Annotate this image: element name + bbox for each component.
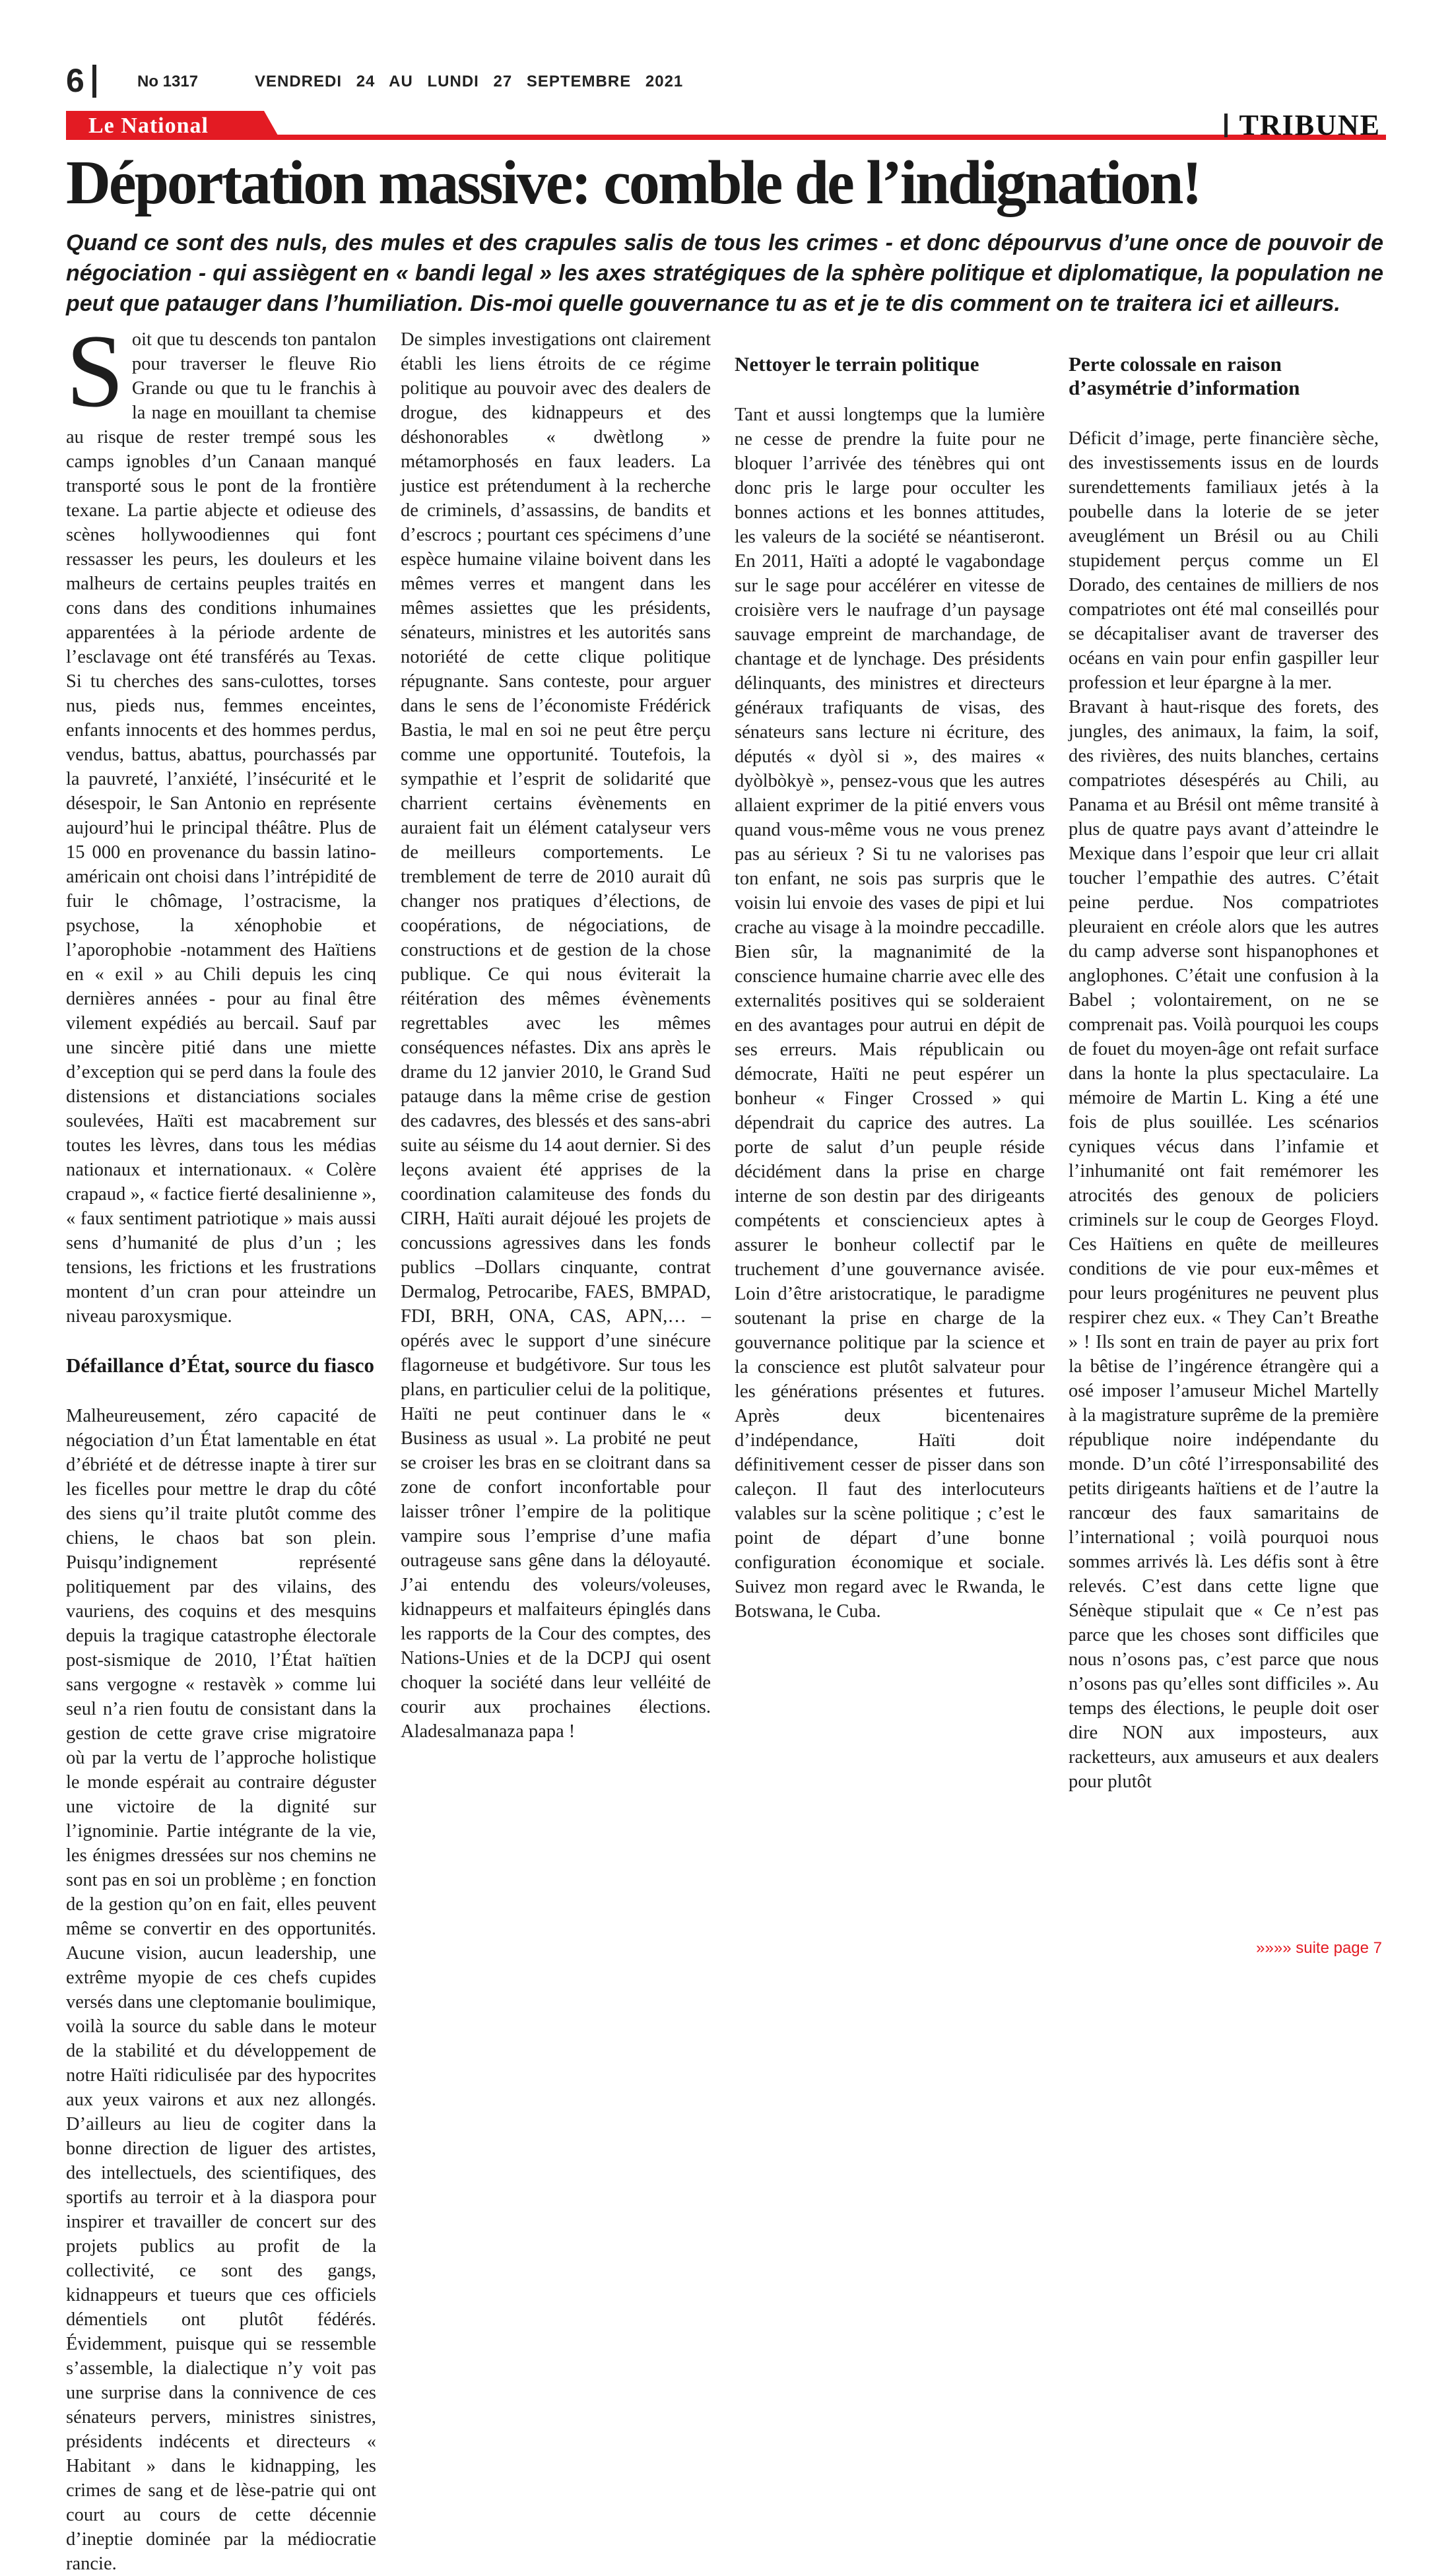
- issue-date: VENDREDI 24 AU LUNDI 27 SEPTEMBRE 2021: [255, 73, 684, 90]
- subheading: Perte colossale en raison d’asymétrie d’information: [1069, 352, 1300, 399]
- article-paragraph: [66, 314, 376, 1329]
- article-paragraph: Tant et aussi longtemps que la lumière ne cesse de prendre la fuite pour ne bloquer l’arrivée des ténèbres qui ont donc pris le large pour occulter les bonnes actions et les bonnes attitudes, les valeurs de la société se néantiseront. En 2011, Haïti a adopté le vagabondage sur le sage pour accélérer en vitesse de croisière vers le naufrage d’un paysage sauvage empreint de marchandage, de chantage et de lynchage. Des présidents délinquants, des ministres et directeurs généraux trafiquants de visas, des sénateurs sans lecture ni écriture, des députés « dyòl si », des maires « dyòlbòkyè », pensez-vous que les autres allaient exprimer de la pitié envers vous quand vous-même vous ne vous prenez pas au sérieux ? Si tu ne valorises pas ton enfant, ne sois pas surpris que le voisin lui envoie des vases de pipi et lui crache au visage à la moindre peccadille. Bien sûr, la magnanimité de la conscience humaine charrie avec elle des externalités positives qui se solderaient en des avantages pour autrui en dépit de ses erreurs. Mais républicain ou démocrate, Haïti ne peut espérer un bonheur « Finger Crossed » qui dépendrait du caprice des autres. La porte de salut d’un peuple réside décidément dans la prise en charge interne de son destin par des dirigeants compétents et consciencieux aptes à assurer le bonheur collectif par le truchement d’une gouvernance avisée. Loin d’être aristocratique, le paradigme soutenant la prise en charge de la gouvernance politique par la science et la conscience est plutôt salvateur pour les générations présentes et futures. Après deux bicentenaires d’indépendance, Haïti doit définitivement cesser de pisser dans son caleçon. Il faut des interlocuteurs valables sur la scène politique ; c’est le point de départ d’une bonne configuration économique et sociale. Suivez mon regard avec le Rwanda, le Botswana, le Cuba.: [735, 405, 1045, 1622]
- page-header: [66, 61, 1386, 100]
- subheading: Défaillance d’État, source du fiasco: [66, 1354, 374, 1377]
- page-number: 6: [66, 62, 84, 99]
- article-paragraph: Bravant à haut-risque des forets, des jungles, des animaux, la faim, la soif, des rivières, des nuits blanches, certains compatriotes désespérés au Chili, au Panama et au Brésil ont même transité à plus de quatre pays avant d’atteindre le Mexique dans l’espoir que leur cri allait toucher l’empathie des autres. C’était peine perdue. Nos compatriotes pleuraient en créole alors que les autres du camp adverse sont hispanophones et anglophones. C’était une confusion à la Babel ; volontairement, on ne se comprenait pas. Voilà pourquoi les coups de fouet du moyen-âge ont refait surface dans la honte la plus spectaculaire. La mémoire de Martin L. King a été une fois de plus souillée. Les scénarios cyniques vécus dans l’infamie et l’inhumanité ont fait remémorer les atrocités des genoux de policiers criminels sur le coup de Georges Floyd. Ces Haïtiens en quête de meilleures conditions de vie pour eux-mêmes et pour leurs progénitures ne peuvent plus respirer chez eux. « They Can’t Breathe » ! Ils sont en train de payer au prix fort la bêtise de l’ingérence étrangère qui a osé imposer l’amuseur Michel Martelly à la magistrature suprême de la première république noire indépendante du monde. D’un côté l’irresponsabilité des petits dirigeants haïtiens et de l’autre la rancœur des faux samaritains de l’international ; voilà pourquoi nous sommes arrivés là. Les défis sont à être relevés. C’est dans cette ligne que Sénèque stipulait que « Ce n’est pas parce que les choses sont difficiles que nous n’osons pas, c’est parce que nous n’osons pas qu’elles sont difficiles ». Au temps des élections, le peuple doit oser dire NON aux imposteurs, aux racketteurs, aux amuseurs et aux dealers pour plutôt: [1069, 697, 1379, 1792]
- header-divider: [92, 65, 96, 98]
- article-lead: Quand ce sont des nuls, des mules et des crapules salis de tous les crimes - et donc dépourvus d’une once de pouvoir de négociation - qui assiègent en « bandi legal » les axes stratégiques de la sphère politique et diplomatique, la population ne peut que patauger dans l’humiliation. Dis-moi quelle gouvernance tu as et je te dis comment on te traitera ici et ailleurs.: [66, 230, 1383, 316]
- continued-link[interactable]: »»»» suite page 7: [1256, 1939, 1382, 1957]
- article-column-4: [1069, 327, 1379, 1794]
- subheading: Nettoyer le terrain politique: [735, 352, 979, 376]
- section-label: TRIBUNE: [1239, 109, 1381, 141]
- article-paragraph: Malheureusement, zéro capacité de négociation d’un État lamentable en état d’ébriété et de détresse inapte à tirer sur les ficelles pour mettre le drap du côté des siens qu’il traite plutôt comme des chiens, le chaos bat son plein. Puisqu’indignement représenté politiquement par des vilains, des vauriens, des coquins et des mesquins depuis la tragique catastrophe électorale post-sismique de 2010, l’État haïtien sans vergogne « restavèk » comme lui seul n’a rien foutu de consistant dans la gestion de cette grave crise migratoire où par la vertu de l’approche holistique le monde espérait au contraire déguster une victoire de la dignité sur l’ignominie. Partie intégrante de la vie, les énigmes dressées sur nos chemins ne sont pas en soi un problème ; en fonction de la gestion qu’on en fait, elles peuvent même se convertir en des opportunités. Aucune vision, aucun leadership, une extrême myopie de ces chefs cupides versés dans une cleptomanie boulimique, voilà la source du sable dans le moteur de la stabilité et du développement de notre Haïti ridiculisée par des hypocrites aux yeux vairons et aux nez allongés. D’ailleurs au lieu de cogiter dans la bonne direction de liguer des artistes, des intellectuels, des scientifiques, des sportifs au terroir et à la diaspora pour inspirer et travailler de concert sur des projets publics au profit de la collectivité, ce sont des gangs, kidnappeurs et tueurs que ces officiels démentiels ont plutôt fédérés. Évidemment, puisque qui se ressemble s’assemble, la dialectique n’y voit pas une surprise dans la connivence de ces sénateurs pervers, ministres sinistres, présidents indécents et directeurs « Habitant » dans le kidnapping, les crimes de sang et de lèse-patrie qui ont court au cours de cette décennie d’ineptie dominée par la médiocratie rancie.: [66, 1406, 376, 2574]
- article-paragraph: De simples investigations ont clairement établi les liens étroits de ce régime politique au pouvoir avec des dealers de drogue, des kidnappeurs et des déshonorables « dwètlong » métamorphosés en faux leaders. La justice est prétendument à la recherche de criminels, d’assassins, de bandits et d’escrocs ; pourtant ces spécimens d’une espèce humaine vilaine boivent dans les mêmes verres et mangent dans les mêmes assiettes que les présidents, sénateurs, ministres et les autorités sans notoriété de cette clique politique répugnante. Sans conteste, pour arguer dans le sens de l’économiste Frédérick Bastia, le mal en soi ne peut être perçu comme une opportunité. Toutefois, la sympathie et l’esprit de solidarité que charrient certains évènements en auraient fait un élément catalyseur vers de meilleurs comportements. Le tremblement de terre de 2010 aurait dû changer nos pratiques d’élections, de coopérations, de négociations, de constructions et de gestion de la chose publique. Ce qui nous éviterait la réitération des mêmes évènements regrettables avec les mêmes conséquences néfastes. Dix ans après le drame du 12 janvier 2010, le Grand Sud patauge dans la même crise de gestion des cadavres, des blessés et des sans-abri suite au séisme du 14 aout dernier. Si des leçons avaient été apprises de la coordination calamiteuse des fonds du CIRH, Haïti aurait déjoué les projets de concussions agressives dans les fonds publics –Dollars cinquante, contrat Dermalog, Petrocaribe, FAES, BMPAD, FDI, BRH, ONA, CAS, APN,… – opérés avec le support d’une sinécure flagorneuse et budgétivore. Sur tous les plans, en particulier celui de la politique, Haïti ne peut continuer dans le « Business as usual ». La probité ne peut se croiser les bras en se cloitrant dans sa zone de confort inconfortable pour laisser trôner l’empire de la politique vampire sous l’emprise d’une mafia outrageuse sans gêne dans la déloyauté. J’ai entendu des voleurs/voleuses, kidnappeurs et malfaiteurs épinglés dans les rapports de la Cour des comptes, des Nations-Unies et de la DCPJ qui osent choquer la société dans leur velléité de courir aux prochaines élections. Aladesalmanaza papa !: [401, 329, 711, 1742]
- drop-cap: S: [66, 314, 124, 429]
- newspaper-brand: Le National: [88, 114, 209, 138]
- article-column-3: [735, 327, 1045, 1624]
- section-divider: [1224, 114, 1228, 137]
- article-paragraph: Déficit d’image, perte financière sèche, des investissements issus en de lourds surendettements familiaux jetés à la poubelle dans la loterie de se jeter aveuglément un Brésil ou au Chili stupidement perçus comme un El Dorado, des centaines de milliers de nos compatriotes ont été mal conseillés pour se décapitaliser avant de traverser des océans en vain pour enfin gaspiller leur profession et leur épargne à la mer.: [1069, 428, 1379, 693]
- issue-number: No 1317: [137, 73, 199, 90]
- paragraph-text: oit que tu descends ton pantalon pour traverser le fleuve Rio Grande ou que tu le franchis à la nage en mouillant ta chemise au risque de rester trempé sous les camps ignobles d’un Canaan manqué transporté sous le pont de la frontière texane. La partie abjecte et odieuse des scènes hollywoodiennes qui font ressasser les peurs, les douleurs et les malheurs de certains peuples traités en cons dans des conditions inhumaines apparentées à la période ardente de l’esclavage ont été transférés au Texas. Si tu cherches des sans-culottes, torses nus, pieds nus, femmes enceintes, enfants innocents et des hommes perdus, vendus, battus, abattus, pourchassés par la pauvreté, l’anxiété, l’insécurité et le désespoir, le San Antonio en représente aujourd’hui le principal théâtre. Plus de 15 000 en provenance du bassin latino-américain ont choisi dans l’intrépidité de fuir le chômage, l’ostracisme, la psychose, la xénophobie et l’aporophobie -notamment des Haïtiens en « exil » au Chili depuis les cinq dernières années - pour au final être vilement expédiés au bercail. Sauf par une sincère pitié dans une miette d’exception qui se perd dans la foule des distensions et distanciations sociales soulevées, Haïti est macabrement sur toutes les lèvres, dans tous les médias nationaux et internationaux. « Colère crapaud », « factice fierté desalinienne », « faux sentiment patriotique » mais aussi sens d’humanité de plus d’un ; les tensions, les frictions et les frustrations montent d’un cran pour atteindre un niveau paroxysmique.: [66, 329, 376, 1327]
- article-column-1: [66, 314, 376, 2574]
- article-headline: Déportation massive: comble de l’indignation!: [66, 149, 1201, 217]
- article-column-2: [401, 327, 711, 1744]
- section-bar: [66, 111, 1386, 140]
